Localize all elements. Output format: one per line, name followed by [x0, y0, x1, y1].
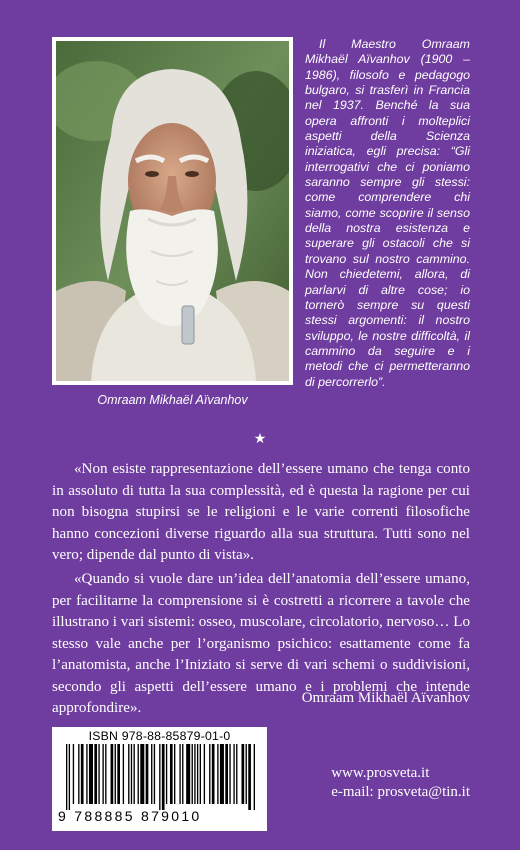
- author-biography: [305, 37, 470, 390]
- barcode-bar: [151, 744, 152, 804]
- barcode-bar: [78, 744, 79, 804]
- barcode-bar: [81, 744, 84, 804]
- publisher-contacts: [331, 764, 470, 802]
- barcode-bar: [123, 744, 124, 804]
- barcode-bar: [115, 744, 116, 804]
- barcode-bar: [170, 744, 173, 804]
- barcode-bar: [146, 744, 149, 804]
- barcode-bar: [105, 744, 106, 804]
- barcode-bar: [248, 744, 251, 810]
- barcode-bar: [159, 744, 160, 810]
- biography-text: Il Maestro Omraam Mikhaël Aïvanhov (1900 – 1986), filosofo e pedagogo bulgaro, si trasferì in Francia nel 1937. Benché la sua opera affronti i molteplici aspetti della Scienza iniziatica, egli precisa: “Gli interrogativi che ci poniamo saranno sempre gli stessi: come comprendere chi siamo, come scoprire il senso della nostra esistenza e superare gli ostacoli che si trovano sul nostro cammino. Non chiedetemi, allora, di parlarvi di altre cose; io tornerò sempre su questi stessi argomenti: il nostro sviluppo, le nostre difficoltà, il cammino da seguire e i metodi che ci permetteranno di percorrerlo”.: [305, 37, 470, 389]
- barcode-bars: [58, 744, 261, 810]
- barcode-bar: [162, 744, 165, 810]
- barcode-bar: [73, 744, 74, 804]
- star-divider: ★: [253, 432, 267, 447]
- barcode-bar: [86, 744, 87, 804]
- website-link[interactable]: www.prosveta.it: [331, 765, 430, 781]
- barcode-bar: [229, 744, 230, 804]
- barcode-bar: [236, 744, 237, 804]
- barcode-bar: [192, 744, 193, 804]
- barcode-bar: [233, 744, 234, 804]
- barcode-bar: [225, 744, 228, 804]
- barcode-bar: [246, 744, 247, 804]
- barcode-bar: [204, 744, 205, 804]
- barcode-bar: [217, 744, 218, 804]
- barcode-bar: [140, 744, 144, 804]
- barcode-bar: [138, 744, 139, 804]
- barcode-bar: [212, 744, 215, 804]
- barcode-bar: [179, 744, 180, 804]
- barcode-bar: [154, 744, 155, 804]
- barcode-bar: [89, 744, 93, 804]
- ean-digits: 9 788885 879010: [58, 808, 202, 824]
- barcode-bar: [69, 744, 70, 810]
- email-link[interactable]: e-mail: prosveta@tin.it: [331, 784, 470, 800]
- quote-text-1: «Non esiste rappresentazione dell’essere umano che tenga conto in assoluto di tutta la sua complessità, ed è questa la ragione per cui non bisogna stupirsi se le religioni e le varie correnti filosofiche hanno concezioni diverse riguardo alla sua struttura. Tutti sono nel vero; dipende dal punto di vista».: [52, 461, 470, 563]
- barcode-bar: [134, 744, 135, 804]
- quote-text-2: «Quando si vuole dare un’idea dell’anatomia dell’essere umano, per facilitarne la comprensione si è costretti a ricorrere a tavole che illustrano i vari sistemi: osseo, muscolare, circolatorio, nervoso… Lo stesso vale anche per l’organismo psichico: esattamente come fa l’anatomista, anche l’Iniziato si serve di vari schemi o suddivisioni, secondo gli aspetti dell’essere umano e i problemi che intende approfondire».: [52, 571, 470, 716]
- photo-caption: Omraam Mikhaël Aïvanhov: [97, 393, 248, 407]
- barcode-bar: [197, 744, 198, 804]
- barcode-bar: [98, 744, 99, 804]
- barcode-bar: [66, 744, 67, 810]
- author-portrait-image: [56, 41, 289, 381]
- barcode-bar: [242, 744, 245, 804]
- isbn-barcode: [52, 727, 267, 831]
- barcode-bar: [200, 744, 201, 804]
- barcode-bar: [182, 744, 183, 804]
- barcode-bar: [174, 744, 175, 804]
- quote-signature: Omraam Mikhaël Aïvanhov: [301, 690, 470, 706]
- barcode-bar: [102, 744, 103, 804]
- author-photo: [52, 37, 293, 385]
- barcode-bar: [128, 744, 129, 804]
- quote-block-1: [52, 459, 470, 567]
- barcode-bar: [94, 744, 97, 804]
- barcode-bar: [186, 744, 190, 804]
- barcode-bar: [117, 744, 120, 804]
- barcode-bar: [111, 744, 114, 804]
- barcode-bar: [131, 744, 132, 804]
- barcode-bar: [220, 744, 224, 804]
- barcode-bar: [254, 744, 255, 810]
- isbn-number: ISBN 978-88-85879-01-0: [88, 729, 231, 743]
- barcode-bar: [209, 744, 210, 804]
- barcode-bar: [166, 744, 167, 804]
- barcode-bar: [194, 744, 195, 804]
